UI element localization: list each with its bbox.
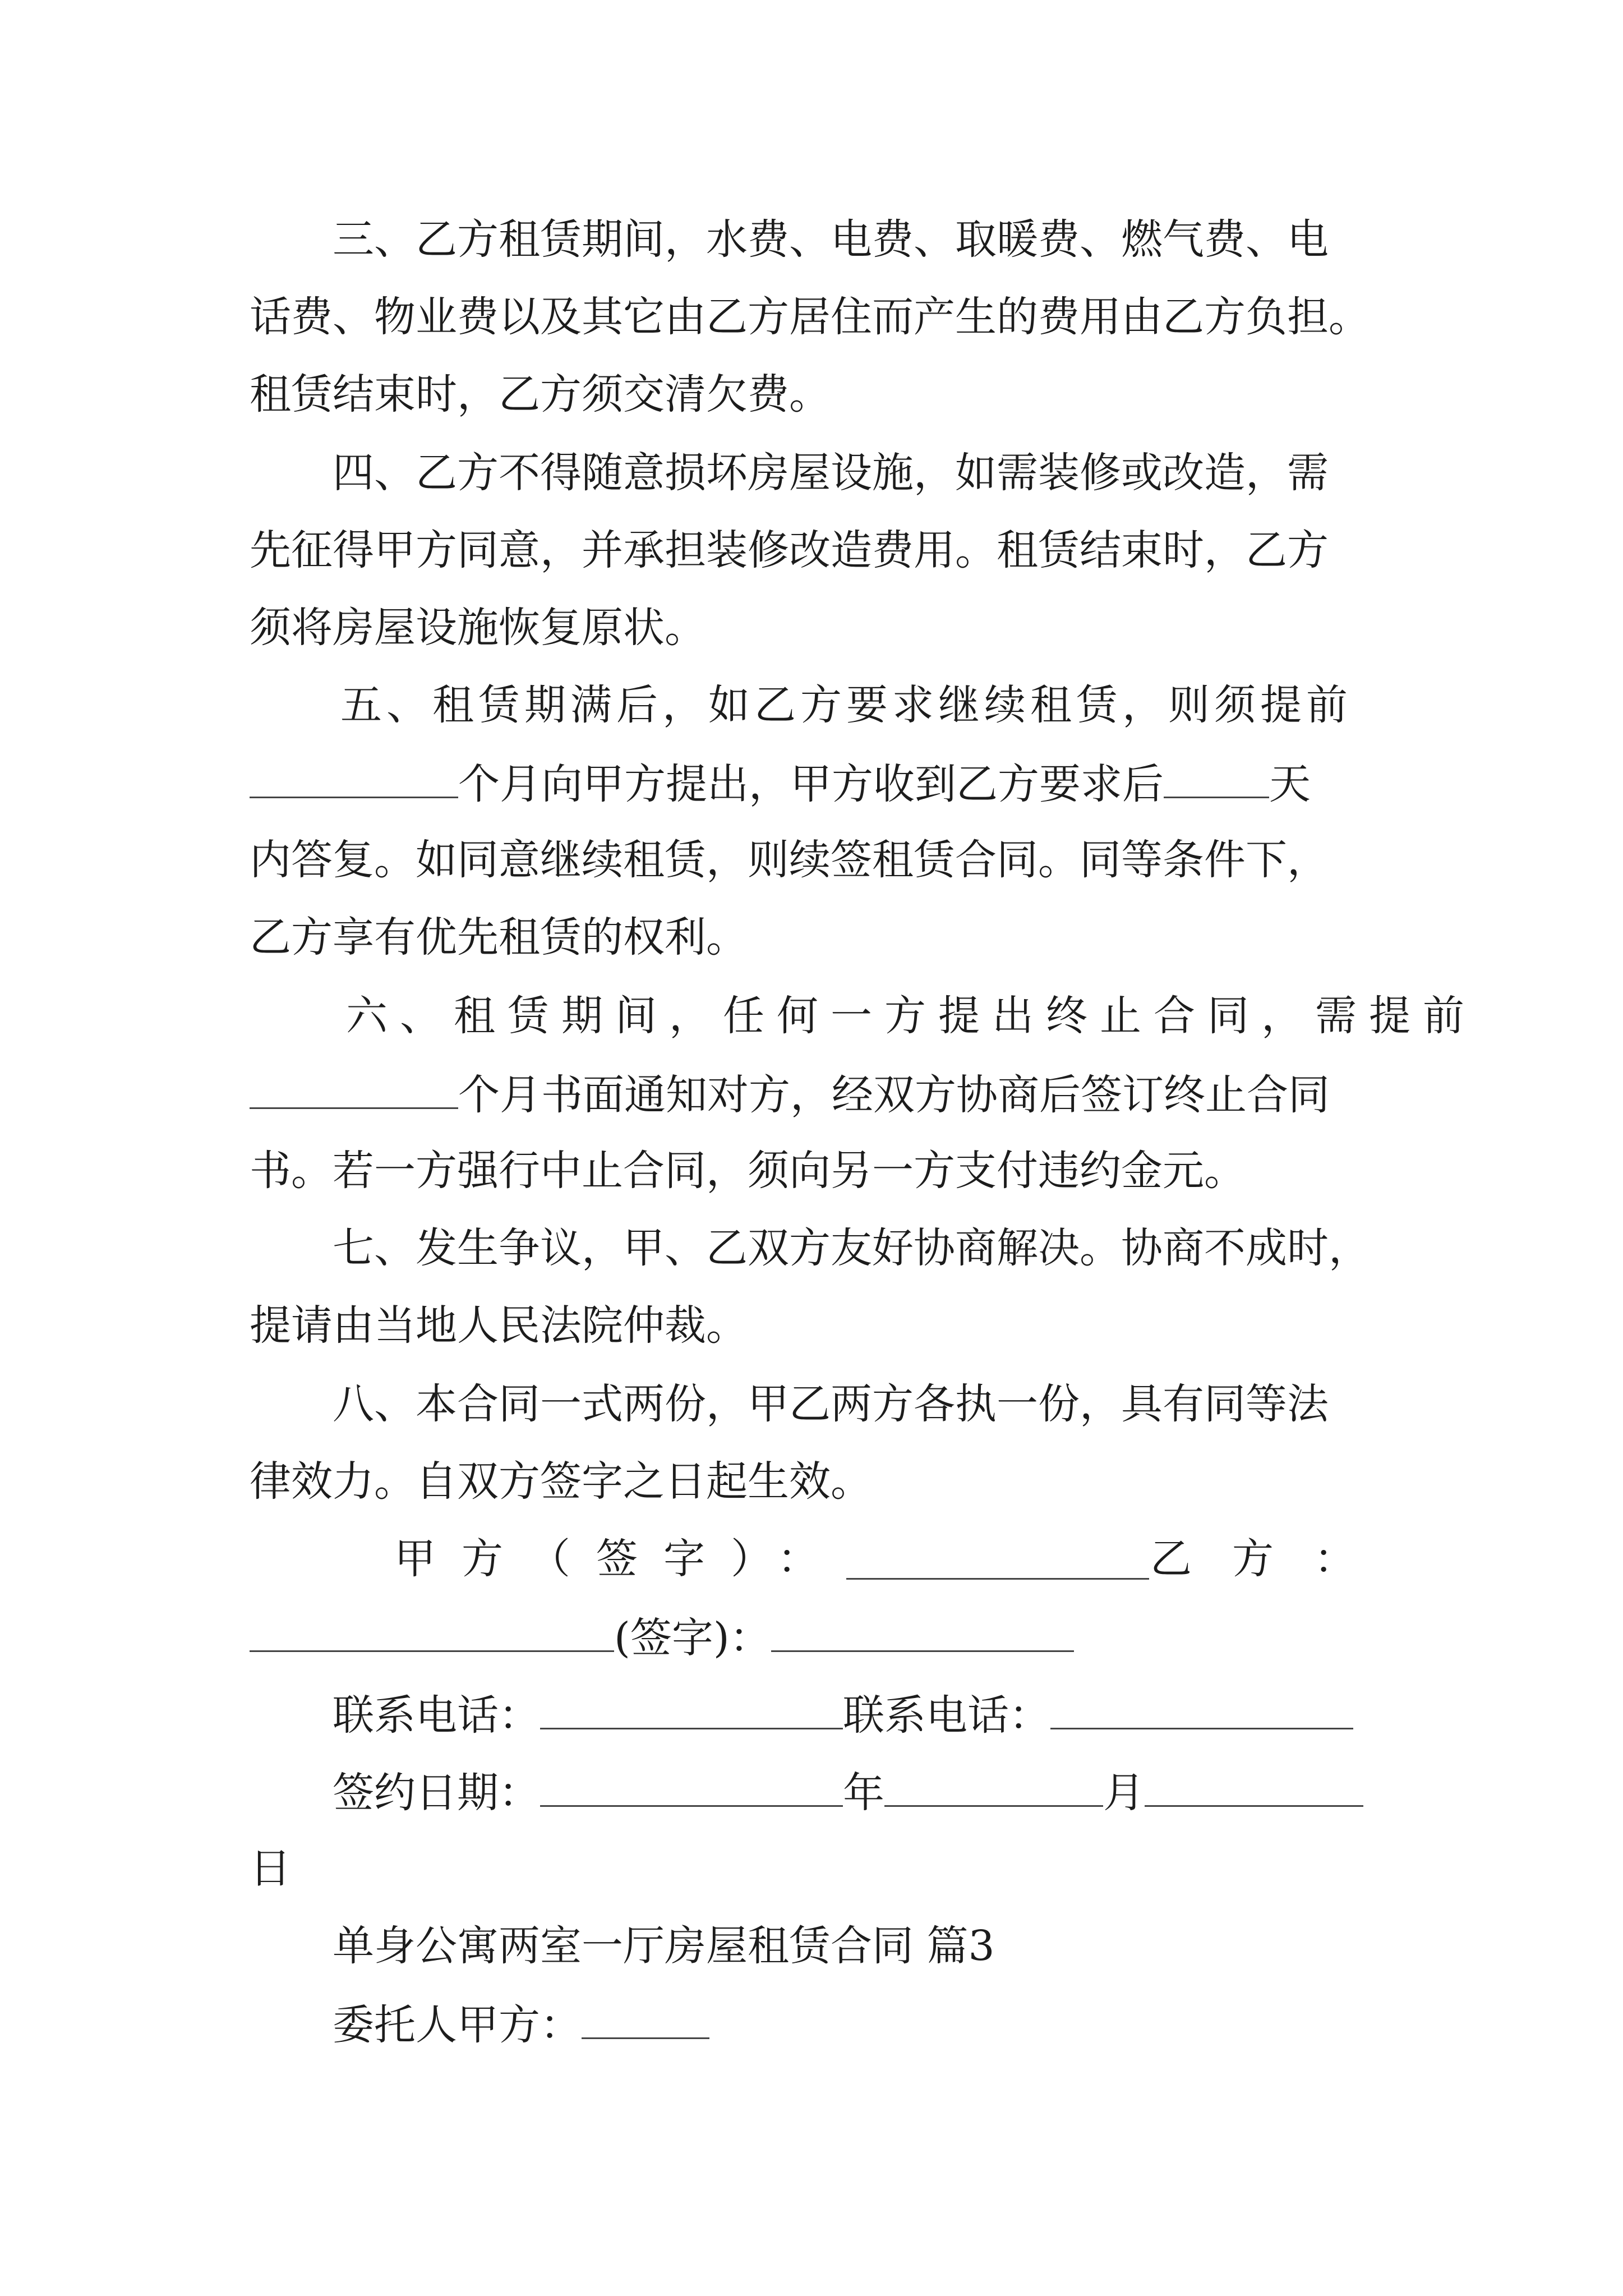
clause-6-line-2 (250, 1071, 1330, 1119)
clause-5-line-4: 乙方享有优先租赁的权利。 (250, 913, 748, 961)
clause-5-line-2-day: 天 (1269, 760, 1311, 808)
clause-7-line-2: 提请由当地人民法院仲裁。 (250, 1301, 748, 1350)
clause-3-line-3: 租赁结束时，乙方须交清欠费。 (250, 370, 831, 418)
phone-label-b: 联系电话： (843, 1691, 1050, 1740)
month-blank[interactable] (1145, 1770, 1363, 1807)
notice-months-blank[interactable] (250, 1073, 458, 1109)
party-b-sign-blank[interactable] (771, 1616, 1074, 1652)
date-label: 签约日期： (333, 1769, 540, 1817)
party-b-blank[interactable] (250, 1616, 614, 1652)
client-blank[interactable] (582, 2003, 709, 2039)
clause-3-line-2: 话费、物业费以及其它由乙方居住而产生的费用由乙方负担。 (250, 293, 1370, 341)
clause-6-line-1: 六、租赁期间，任何一方提出终止合同，需提前 (346, 992, 1477, 1040)
clause-8-line-1: 八、本合同一式两份，甲乙两方各执一份，具有同等法 (333, 1380, 1329, 1428)
clause-5-line-1: 五、租赁期满后，如乙方要求继续租赁，则须提前 (340, 681, 1352, 729)
signature-line-2 (250, 1614, 1074, 1662)
clause-4-line-2: 先征得甲方同意，并承担装修改造费用。租赁结束时，乙方 (250, 526, 1329, 574)
clause-3-line-1: 三、乙方租赁期间，水费、电费、取暖费、燃气费、电 (333, 215, 1329, 264)
year-label: 年 (843, 1769, 884, 1817)
phone-b-blank[interactable] (1050, 1693, 1353, 1729)
clause-5-line-2 (250, 760, 1311, 808)
days-blank[interactable] (1164, 762, 1269, 798)
party-b-sign-label: (签字)： (614, 1614, 771, 1662)
date-line (333, 1769, 1363, 1817)
months-blank[interactable] (250, 762, 458, 798)
clause-6-line-3: 书。若一方强行中止合同，须向另一方支付违约金元。 (250, 1147, 1246, 1195)
client-label: 委托人甲方： (333, 2001, 582, 2049)
party-b-label: 乙方： (1150, 1535, 1396, 1583)
signature-line-1 (394, 1535, 1396, 1583)
party-a-sign-label: 甲方（签字）： (394, 1535, 845, 1583)
section-title: 单身公寓两室一厅房屋租赁合同 篇3 (333, 1922, 995, 1970)
phone-a-blank[interactable] (540, 1693, 843, 1729)
year-blank[interactable] (884, 1770, 1103, 1807)
clause-5-line-2-text: 个月向甲方提出，甲方收到乙方要求后 (458, 760, 1164, 808)
clause-5-line-3: 内答复。如同意继续租赁，则续签租赁合同。同等条件下， (250, 836, 1329, 884)
clause-8-line-2: 律效力。自双方签字之日起生效。 (250, 1457, 872, 1506)
day-label: 日 (250, 1844, 291, 1893)
clause-4-line-3: 须将房屋设施恢复原状。 (250, 604, 706, 652)
party-a-sign-blank[interactable] (846, 1543, 1149, 1580)
phone-label-a: 联系电话： (333, 1691, 540, 1740)
client-line (333, 2001, 709, 2049)
month-label: 月 (1103, 1769, 1145, 1817)
phone-line (333, 1691, 1353, 1740)
clause-4-line-1: 四、乙方不得随意损坏房屋设施，如需装修或改造，需 (333, 449, 1329, 497)
clause-7-line-1: 七、发生争议，甲、乙双方友好协商解决。协商不成时， (333, 1224, 1370, 1272)
date-blank[interactable] (540, 1770, 843, 1807)
clause-6-line-2-text: 个月书面通知对方，经双方协商后签订终止合同 (458, 1071, 1330, 1119)
